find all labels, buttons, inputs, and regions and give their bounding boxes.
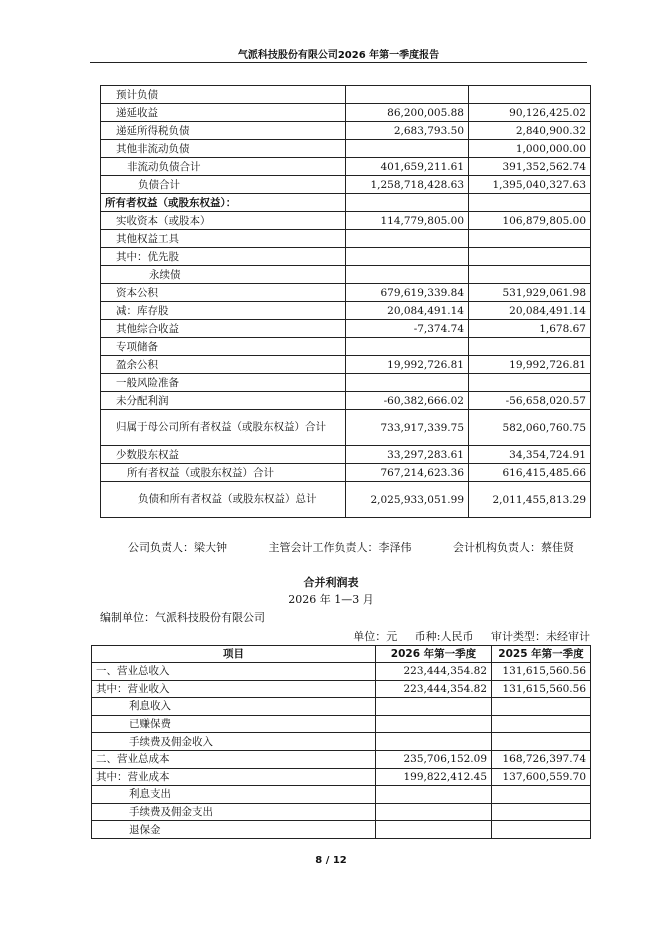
row-current-value: [376, 715, 492, 733]
row-previous-value: [492, 715, 591, 733]
row-item-label: 负债和所有者权益（或股东权益）总计: [101, 482, 346, 518]
row-previous-value: 131,615,560.56: [492, 663, 591, 681]
table-row: [92, 698, 591, 716]
row-item-label: 其他权益工具: [101, 230, 346, 248]
row-current-value: 19,992,726.81: [346, 356, 469, 374]
row-item-label: 其中：营业收入: [92, 680, 376, 698]
table-row: [92, 680, 591, 698]
row-current-value: [346, 338, 469, 356]
row-item-label: 减：库存股: [101, 302, 346, 320]
row-item-label: 一、营业总收入: [92, 663, 376, 681]
row-current-value: 767,214,623.36: [346, 464, 469, 482]
signature-line: [128, 539, 612, 555]
table-row: [101, 176, 591, 194]
row-item-label: 实收资本（或股本）: [101, 212, 346, 230]
row-previous-value: 106,879,805.00: [469, 212, 591, 230]
row-previous-value: [469, 194, 591, 212]
row-current-value: 2,683,793.50: [346, 122, 469, 140]
row-item-label: 其中：营业成本: [92, 768, 376, 786]
units-line: [339, 628, 590, 644]
row-previous-value: [469, 266, 591, 284]
row-previous-value: [469, 86, 591, 104]
header-item: 项目: [92, 646, 376, 663]
table-row: [101, 194, 591, 212]
row-current-value: [346, 194, 469, 212]
table-row: [101, 230, 591, 248]
row-previous-value: 131,615,560.56: [492, 680, 591, 698]
table-row: [101, 122, 591, 140]
balance-sheet-table: [100, 85, 591, 518]
row-previous-value: [469, 230, 591, 248]
table-header-row: [92, 646, 591, 663]
row-current-value: 86,200,005.88: [346, 104, 469, 122]
row-item-label: 负债合计: [101, 176, 346, 194]
row-previous-value: 1,678.67: [469, 320, 591, 338]
page-number: 8 / 12: [315, 855, 347, 866]
row-previous-value: [469, 374, 591, 392]
row-item-label: 盈余公积: [101, 356, 346, 374]
table-row: [101, 338, 591, 356]
income-statement-title: 合并利润表: [303, 576, 359, 589]
table-row: [101, 86, 591, 104]
row-previous-value: 90,126,425.02: [469, 104, 591, 122]
table-row: [92, 821, 591, 839]
row-previous-value: [469, 338, 591, 356]
table-row: [92, 663, 591, 681]
table-row: [101, 374, 591, 392]
row-current-value: 401,659,211.61: [346, 158, 469, 176]
row-item-label: 资本公积: [101, 284, 346, 302]
row-previous-value: 137,600,559.70: [492, 768, 591, 786]
table-row: [101, 284, 591, 302]
table-row: [101, 410, 591, 446]
row-item-label: 利息支出: [92, 786, 376, 804]
row-item-label: 手续费及佣金支出: [92, 803, 376, 821]
row-previous-value: 1,395,040,327.63: [469, 176, 591, 194]
header-current: 2026 年第一季度: [376, 646, 492, 663]
row-current-value: 20,084,491.14: [346, 302, 469, 320]
row-item-label: 预计负债: [101, 86, 346, 104]
table-row: [101, 446, 591, 464]
currency-label: 币种:人民币: [414, 630, 474, 643]
row-current-value: [376, 821, 492, 839]
row-previous-value: 616,415,485.66: [469, 464, 591, 482]
table-row: [92, 715, 591, 733]
table-row: [92, 750, 591, 768]
row-current-value: 2,025,933,051.99: [346, 482, 469, 518]
row-item-label: 非流动负债合计: [101, 158, 346, 176]
row-item-label: 二、营业总成本: [92, 750, 376, 768]
row-current-value: 114,779,805.00: [346, 212, 469, 230]
table-row: [92, 786, 591, 804]
row-previous-value: 20,084,491.14: [469, 302, 591, 320]
table-row: [101, 266, 591, 284]
table-row: [101, 212, 591, 230]
row-item-label: 其他综合收益: [101, 320, 346, 338]
unit-label: 单位：元: [353, 630, 398, 643]
row-item-label: 一般风险准备: [101, 374, 346, 392]
row-previous-value: [469, 248, 591, 266]
table-row: [101, 482, 591, 518]
row-item-label: 所有者权益（或股东权益）合计: [101, 464, 346, 482]
row-item-label: 其中：优先股: [101, 248, 346, 266]
row-current-value: 733,917,339.75: [346, 410, 469, 446]
audit-label: 审计类型：未经审计: [491, 630, 590, 643]
row-previous-value: [492, 803, 591, 821]
table-row: [101, 158, 591, 176]
row-current-value: 1,258,718,428.63: [346, 176, 469, 194]
row-current-value: [376, 698, 492, 716]
row-previous-value: [492, 786, 591, 804]
table-row: [101, 392, 591, 410]
row-current-value: -7,374.74: [346, 320, 469, 338]
row-item-label: 递延所得税负债: [101, 122, 346, 140]
row-current-value: [346, 86, 469, 104]
table-row: [92, 733, 591, 751]
row-current-value: [346, 140, 469, 158]
row-current-value: 223,444,354.82: [376, 680, 492, 698]
row-item-label: 永续债: [101, 266, 346, 284]
row-item-label: 其他非流动负债: [101, 140, 346, 158]
institution-head: 会计机构负责人：蔡佳贤: [453, 541, 574, 554]
row-item-label: 所有者权益（或股东权益）：: [101, 194, 346, 212]
header-rule: [90, 62, 587, 63]
row-previous-value: 531,929,061.98: [469, 284, 591, 302]
row-item-label: 递延收益: [101, 104, 346, 122]
compiler-unit: 编制单位：气派科技股份有限公司: [100, 611, 265, 624]
row-current-value: [346, 248, 469, 266]
row-previous-value: 582,060,760.75: [469, 410, 591, 446]
row-previous-value: 34,354,724.91: [469, 446, 591, 464]
row-item-label: 利息收入: [92, 698, 376, 716]
row-previous-value: -56,658,020.57: [469, 392, 591, 410]
income-statement-period: 2026 年 1—3 月: [288, 593, 374, 606]
row-item-label: 少数股东权益: [101, 446, 346, 464]
row-previous-value: [492, 733, 591, 751]
company-head: 公司负责人：梁大钟: [128, 541, 227, 554]
row-previous-value: [492, 698, 591, 716]
row-current-value: [376, 786, 492, 804]
row-item-label: 未分配利润: [101, 392, 346, 410]
header-previous: 2025 年第一季度: [492, 646, 591, 663]
row-current-value: 679,619,339.84: [346, 284, 469, 302]
row-previous-value: 2,011,455,813.29: [469, 482, 591, 518]
row-item-label: 手续费及佣金收入: [92, 733, 376, 751]
table-row: [101, 104, 591, 122]
row-previous-value: 168,726,397.74: [492, 750, 591, 768]
row-current-value: [376, 803, 492, 821]
table-row: [92, 768, 591, 786]
row-current-value: [346, 266, 469, 284]
row-current-value: 235,706,152.09: [376, 750, 492, 768]
row-item-label: 归属于母公司所有者权益（或股东权益）合计: [101, 410, 346, 446]
row-previous-value: 19,992,726.81: [469, 356, 591, 374]
row-previous-value: 1,000,000.00: [469, 140, 591, 158]
table-row: [92, 803, 591, 821]
report-header: 气派科技股份有限公司2026 年第一季度报告: [237, 50, 440, 61]
row-current-value: 33,297,283.61: [346, 446, 469, 464]
row-current-value: [346, 230, 469, 248]
row-previous-value: 391,352,562.74: [469, 158, 591, 176]
table-row: [101, 356, 591, 374]
table-row: [101, 320, 591, 338]
table-row: [101, 464, 591, 482]
table-row: [101, 140, 591, 158]
row-previous-value: 2,840,900.32: [469, 122, 591, 140]
row-previous-value: [492, 821, 591, 839]
table-row: [101, 248, 591, 266]
row-item-label: 退保金: [92, 821, 376, 839]
row-item-label: 专项储备: [101, 338, 346, 356]
row-item-label: 已赚保费: [92, 715, 376, 733]
row-current-value: [376, 733, 492, 751]
income-statement-table: [91, 645, 591, 839]
row-current-value: 199,822,412.45: [376, 768, 492, 786]
accounting-head: 主管会计工作负责人：李泽伟: [268, 541, 412, 554]
table-row: [101, 302, 591, 320]
row-current-value: 223,444,354.82: [376, 663, 492, 681]
row-current-value: -60,382,666.02: [346, 392, 469, 410]
row-current-value: [346, 374, 469, 392]
